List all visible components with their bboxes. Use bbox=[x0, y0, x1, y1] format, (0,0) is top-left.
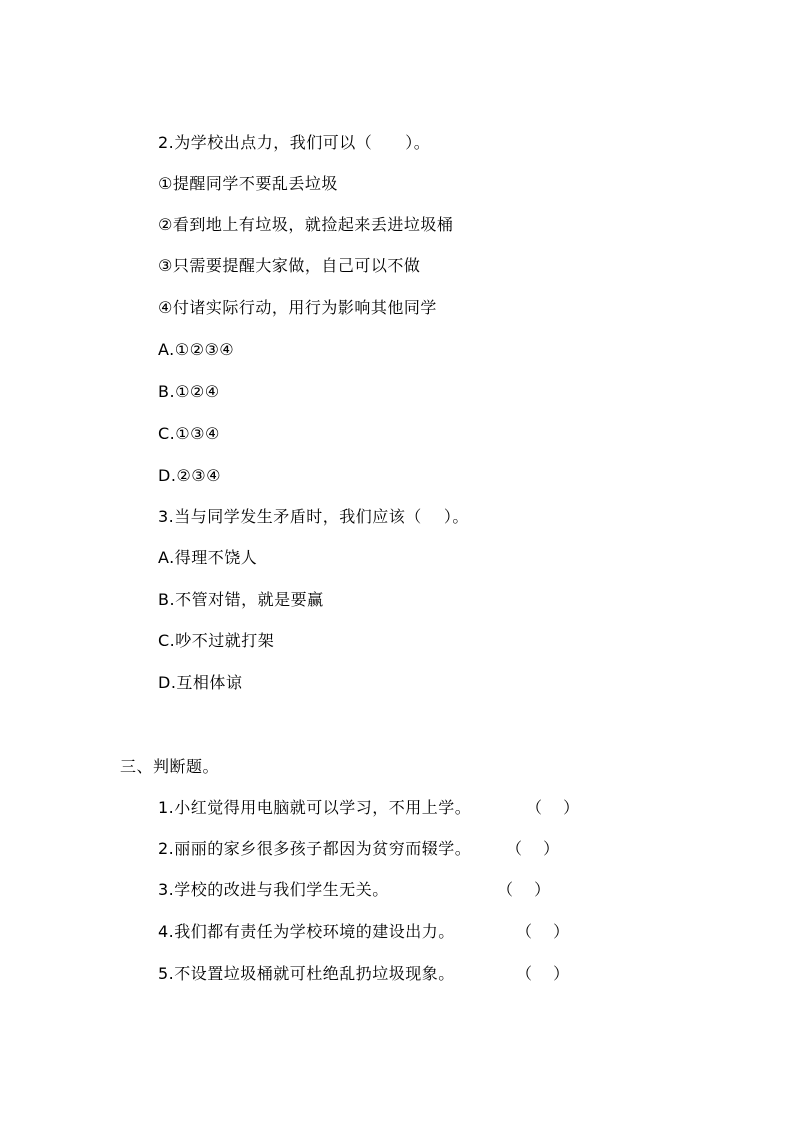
question-3-stem: 3.当与同学发生矛盾时，我们应该（ ）。 bbox=[158, 507, 469, 526]
question-2-option-d: D.②③④ bbox=[158, 466, 221, 485]
true-false-item-1: 1.小红觉得用电脑就可以学习，不用上学。 bbox=[158, 798, 472, 817]
true-false-item-4: 4.我们都有责任为学校环境的建设出力。 bbox=[158, 922, 455, 941]
true-false-answer-blank-1: （ ） bbox=[526, 798, 580, 817]
true-false-item-3: 3.学校的改进与我们学生无关。 bbox=[158, 880, 389, 899]
question-2-option-a: A.①②③④ bbox=[158, 340, 235, 359]
question-3-option-b: B.不管对错，就是要赢 bbox=[158, 590, 324, 609]
question-2-option-c: C.①③④ bbox=[158, 424, 220, 443]
question-2-statement-4: ④付诸实际行动，用行为影响其他同学 bbox=[158, 298, 437, 317]
question-3-option-c: C.吵不过就打架 bbox=[158, 631, 275, 650]
true-false-item-5: 5.不设置垃圾桶就可杜绝乱扔垃圾现象。 bbox=[158, 964, 455, 983]
section-3-heading: 三、判断题。 bbox=[120, 757, 220, 776]
true-false-answer-blank-2: （ ） bbox=[506, 839, 560, 858]
question-2-statement-3: ③只需要提醒大家做，自己可以不做 bbox=[158, 256, 421, 275]
true-false-answer-blank-4: （ ） bbox=[516, 922, 570, 941]
question-3-option-a: A.得理不饶人 bbox=[158, 548, 258, 567]
question-2-statement-2: ②看到地上有垃圾，就捡起来丢进垃圾桶 bbox=[158, 215, 454, 234]
question-3-option-d: D.互相体谅 bbox=[158, 673, 243, 692]
question-2-stem: 2.为学校出点力，我们可以（ ）。 bbox=[158, 133, 431, 152]
question-2-statement-1: ①提醒同学不要乱丢垃圾 bbox=[158, 174, 338, 193]
true-false-answer-blank-5: （ ） bbox=[516, 964, 570, 983]
true-false-item-2: 2.丽丽的家乡很多孩子都因为贫穷而辍学。 bbox=[158, 839, 472, 858]
true-false-answer-blank-3: （ ） bbox=[497, 880, 551, 899]
question-2-option-b: B.①②④ bbox=[158, 382, 220, 401]
